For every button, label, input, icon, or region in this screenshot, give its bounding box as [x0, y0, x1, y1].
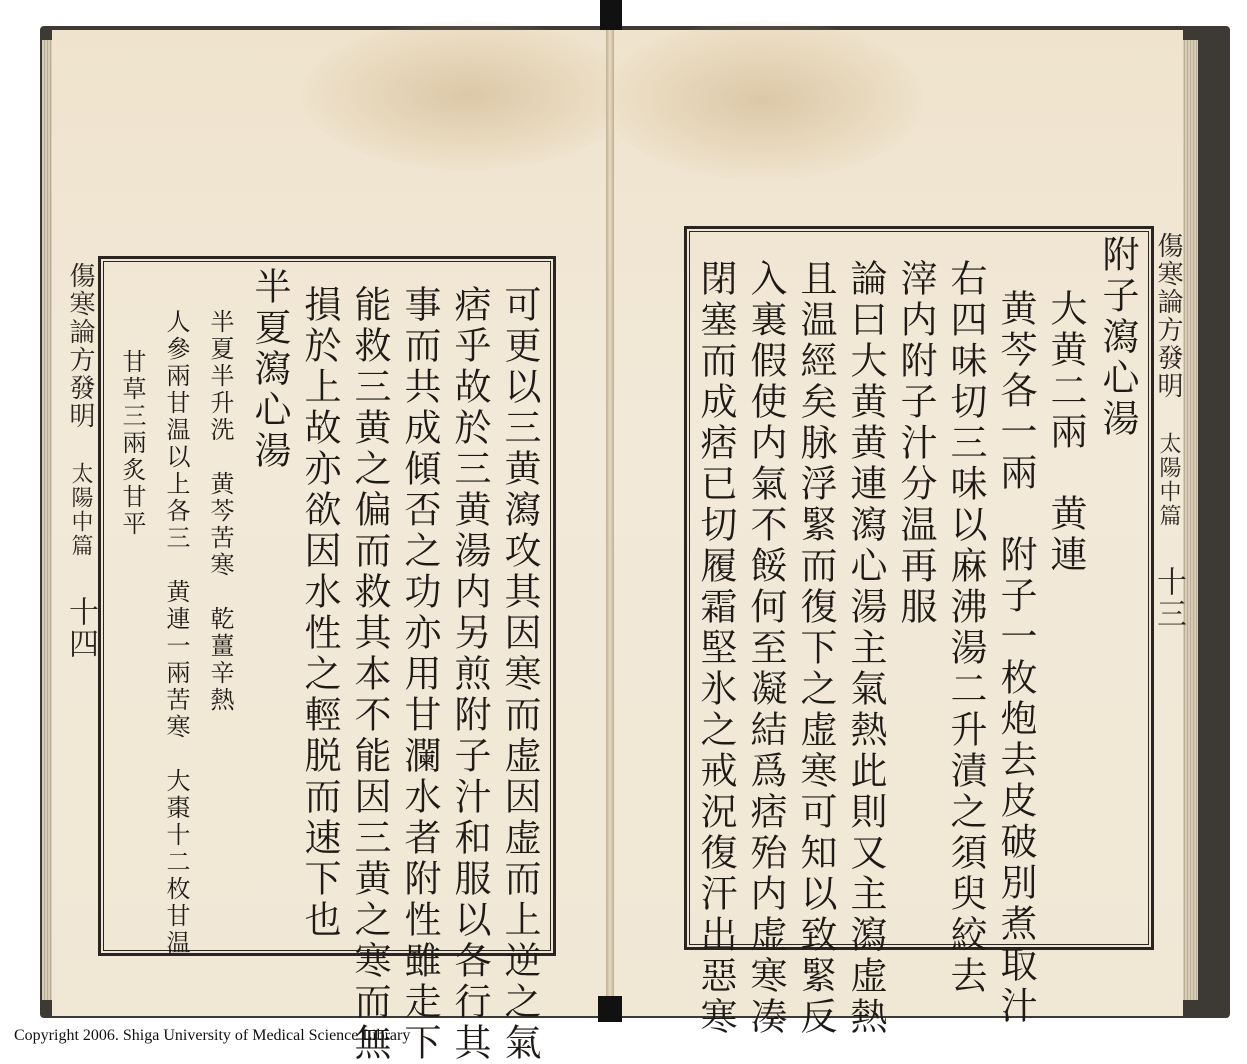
section-title: 太陽中篇	[1156, 432, 1181, 528]
book-gutter	[606, 28, 614, 1018]
binding-ribbon-bottom	[598, 996, 622, 1022]
text-column: 閉塞而成痞已切履霜堅氷之戒況復汗出惡寒	[694, 259, 737, 1038]
text-column: 損於上故亦欲因水性之輕脱而速下也	[298, 285, 341, 941]
right-page-center-header	[1146, 232, 1190, 630]
book-title: 傷寒論方發明	[1153, 232, 1183, 400]
water-stain	[603, 20, 923, 180]
text-column: 滓内附子汁分温再服	[894, 259, 937, 628]
folio-number: 十四	[63, 596, 98, 660]
text-column: 右四味切三味以麻沸湯二升漬之須臾絞去	[944, 259, 987, 997]
folio-number: 十三	[1151, 566, 1186, 630]
left-page-center-header	[58, 262, 102, 660]
book-title: 傷寒論方發明	[65, 262, 95, 430]
text-column: 入裏假使内氣不餒何至凝結爲痞殆内虚寒凑	[744, 259, 787, 1038]
text-column: 事而共成傾否之功亦用甘瀾水者附性雖走下	[398, 285, 441, 1064]
right-text-frame	[684, 226, 1154, 1038]
text-column: 大黄二兩 黄連	[1044, 289, 1087, 576]
text-column: 能救三黄之偏而救其本不能因三黄之寒而無	[348, 285, 391, 1064]
text-column: 論曰大黄黄連瀉心湯主氣熱此則又主瀉虚熱	[844, 259, 887, 1038]
section-title: 太陽中篇	[68, 462, 93, 558]
water-stain	[302, 20, 632, 170]
text-column: 可更以三黄瀉攻其因寒而虚因虚而上逆之氣	[498, 285, 541, 1064]
binding-ribbon-top	[600, 0, 622, 30]
text-column: 且温經矣脉浮緊而復下之虚寒可知以致緊反	[794, 259, 837, 1038]
formula-title: 附子瀉心湯	[1096, 235, 1139, 440]
recipe-column: 甘草三兩炙甘平	[118, 349, 146, 538]
text-column: 黄芩各一兩 附子一枚炮去皮破別煮取汁	[994, 289, 1037, 1027]
text-column: 痞乎故於三黄湯内另煎附子汁和服以各行其	[448, 285, 491, 1064]
recipe-column: 半夏半升洗 黄芩苦寒 乾薑辛熱	[206, 309, 234, 714]
recipe-column: 人參兩甘温以上各三 黄連一兩苦寒 大棗十二枚甘温	[162, 309, 190, 957]
formula-title: 半夏瀉心湯	[248, 267, 291, 472]
copyright-notice: Copyright 2006. Shiga University of Medical Science Library	[14, 1027, 411, 1044]
